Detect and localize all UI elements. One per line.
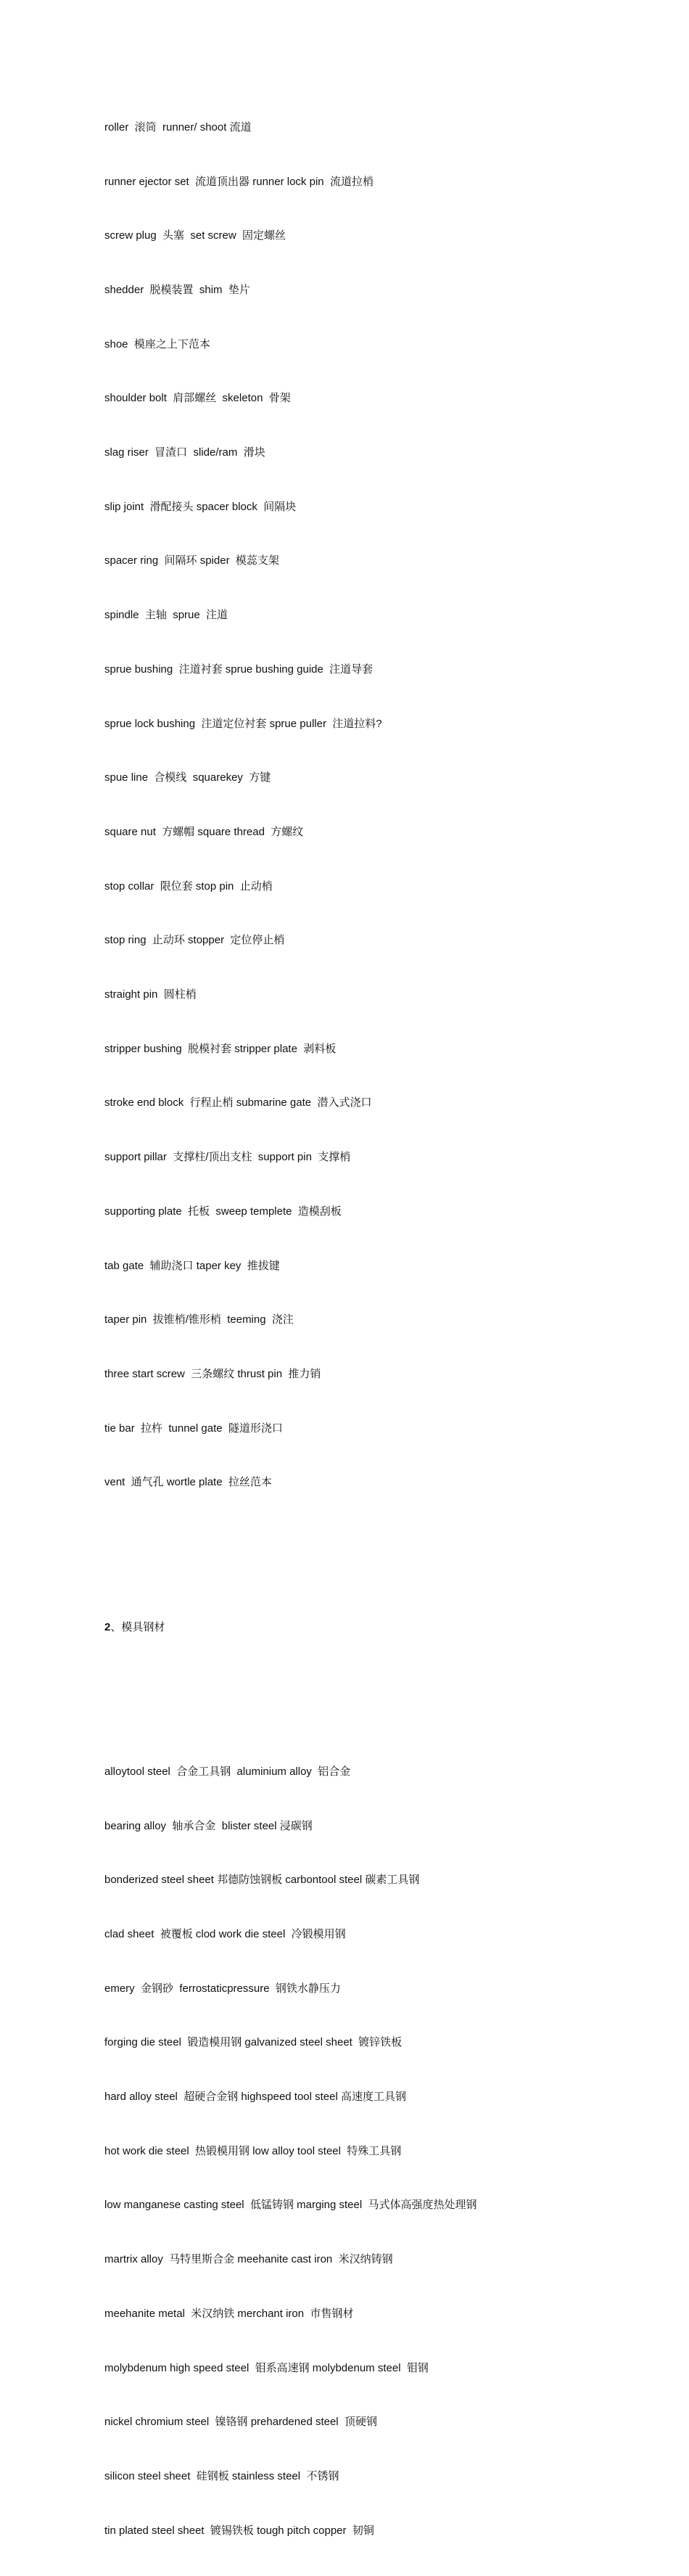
text-line: hard alloy steel 超硬合金钢 highspeed tool steel 高速度工具钢: [104, 2091, 406, 2104]
text-line: tin plated steel sheet 镀锡铁板 tough pitch copper 韧铜: [104, 2524, 374, 2537]
text-line: forging die steel 锻造模用钢 galvanized steel sheet 镀锌铁板: [104, 2036, 403, 2049]
text-line: sprue bushing 注道衬套 sprue bushing guide 注道导套: [104, 663, 374, 676]
text-line: bonderized steel sheet 邦德防蚀钢板 carbontool steel 碳素工具钢: [104, 1874, 420, 1887]
text-line: spue line 合模线 squarekey 方键: [104, 771, 271, 784]
text-line: sprue lock bushing 注道定位衬套 sprue puller 注道拉料?: [104, 717, 382, 730]
text-line: hot work die steel 热锻模用钢 low alloy tool steel 特殊工具钢: [104, 2144, 402, 2157]
text-line: bearing alloy 轴承合金 blister steel 浸碳钢: [104, 1819, 313, 1832]
section-heading: [104, 1619, 627, 1637]
text-line: stroke end block 行程止梢 submarine gate 潜入式浇口: [104, 1096, 372, 1109]
text-line: support pillar 支撑柱/顶出支柱 support pin 支撑梢: [104, 1151, 351, 1164]
text-line: molybdenum high speed steel 钼系高速钢 molybdenum steel 钼钢: [104, 2361, 429, 2374]
text-line: meehanite metal 米汉纳铁 merchant iron 市售钢材: [104, 2307, 354, 2320]
section-title: 、模具钢材: [110, 1620, 165, 1633]
text-line: roller 滚筒 runner/ shoot 流道: [104, 120, 252, 134]
text-line: stripper bushing 脱模衬套 stripper plate 剥料板: [104, 1042, 337, 1055]
text-line: martrix alloy 马特里斯合金 meehanite cast iron 米汉纳铸钢: [104, 2253, 393, 2266]
text-line: nickel chromium steel 镍铬钢 prehardened steel 顶硬钢: [104, 2416, 377, 2429]
text-line: slag riser 冒渣口 slide/ram 滑块: [104, 446, 265, 459]
text-line: taper pin 拔锥梢/锥形梢 teeming 浇注: [104, 1313, 294, 1326]
text-line: stop ring 止动环 stopper 定位停止梢: [104, 934, 285, 947]
text-line: runner ejector set 流道顶出器 runner lock pin 流道拉梢: [104, 175, 374, 188]
text-line: silicon steel sheet 硅钢板 stainless steel 不锈钢: [104, 2469, 339, 2482]
text-line: square nut 方螺帽 square thread 方螺纹: [104, 825, 304, 838]
text-line: tab gate 辅助浇口 taper key 推拔键: [104, 1259, 280, 1272]
text-line: emery 金钢砂 ferrostaticpressure 钢铁水静压力: [104, 1982, 341, 1995]
blank-line: [104, 1691, 627, 1709]
text-line: screw plug 头塞 set screw 固定螺丝: [104, 229, 286, 242]
text-line: alloytool steel 合金工具钢 aluminium alloy 铝合金: [104, 1765, 351, 1778]
blank-line: [104, 1546, 627, 1564]
text-line: spacer ring 间隔环 spider 模蕊支架: [104, 554, 279, 567]
text-line: tie bar 拉杵 tunnel gate 隧道形浇口: [104, 1422, 283, 1435]
text-line: spindle 主轴 sprue 注道: [104, 609, 228, 622]
document-body: [104, 83, 627, 2576]
text-line: supporting plate 托板 sweep templete 造模刮板: [104, 1205, 342, 1218]
section-number: 2: [104, 1620, 111, 1633]
text-line: shedder 脱模装置 shim 垫片: [104, 283, 250, 296]
text-line: slip joint 滑配接头 spacer block 间隔块: [104, 500, 297, 513]
text-line: clad sheet 被覆板 clod work die steel 冷锻模用钢: [104, 1927, 346, 1940]
text-line: low manganese casting steel 低锰铸钢 marging steel 马式体高强度热处理钢: [104, 2199, 477, 2212]
text-line: straight pin 圆柱梢: [104, 988, 197, 1001]
text-line: stop collar 限位套 stop pin 止动梢: [104, 879, 273, 893]
text-line: three start screw 三条螺纹 thrust pin 推力销: [104, 1367, 321, 1380]
text-line: shoe 模座之上下范本: [104, 337, 210, 350]
text-line: shoulder bolt 肩部螺丝 skeleton 骨架: [104, 392, 291, 405]
text-line: vent 通气孔 wortle plate 拉丝范本: [104, 1476, 272, 1489]
